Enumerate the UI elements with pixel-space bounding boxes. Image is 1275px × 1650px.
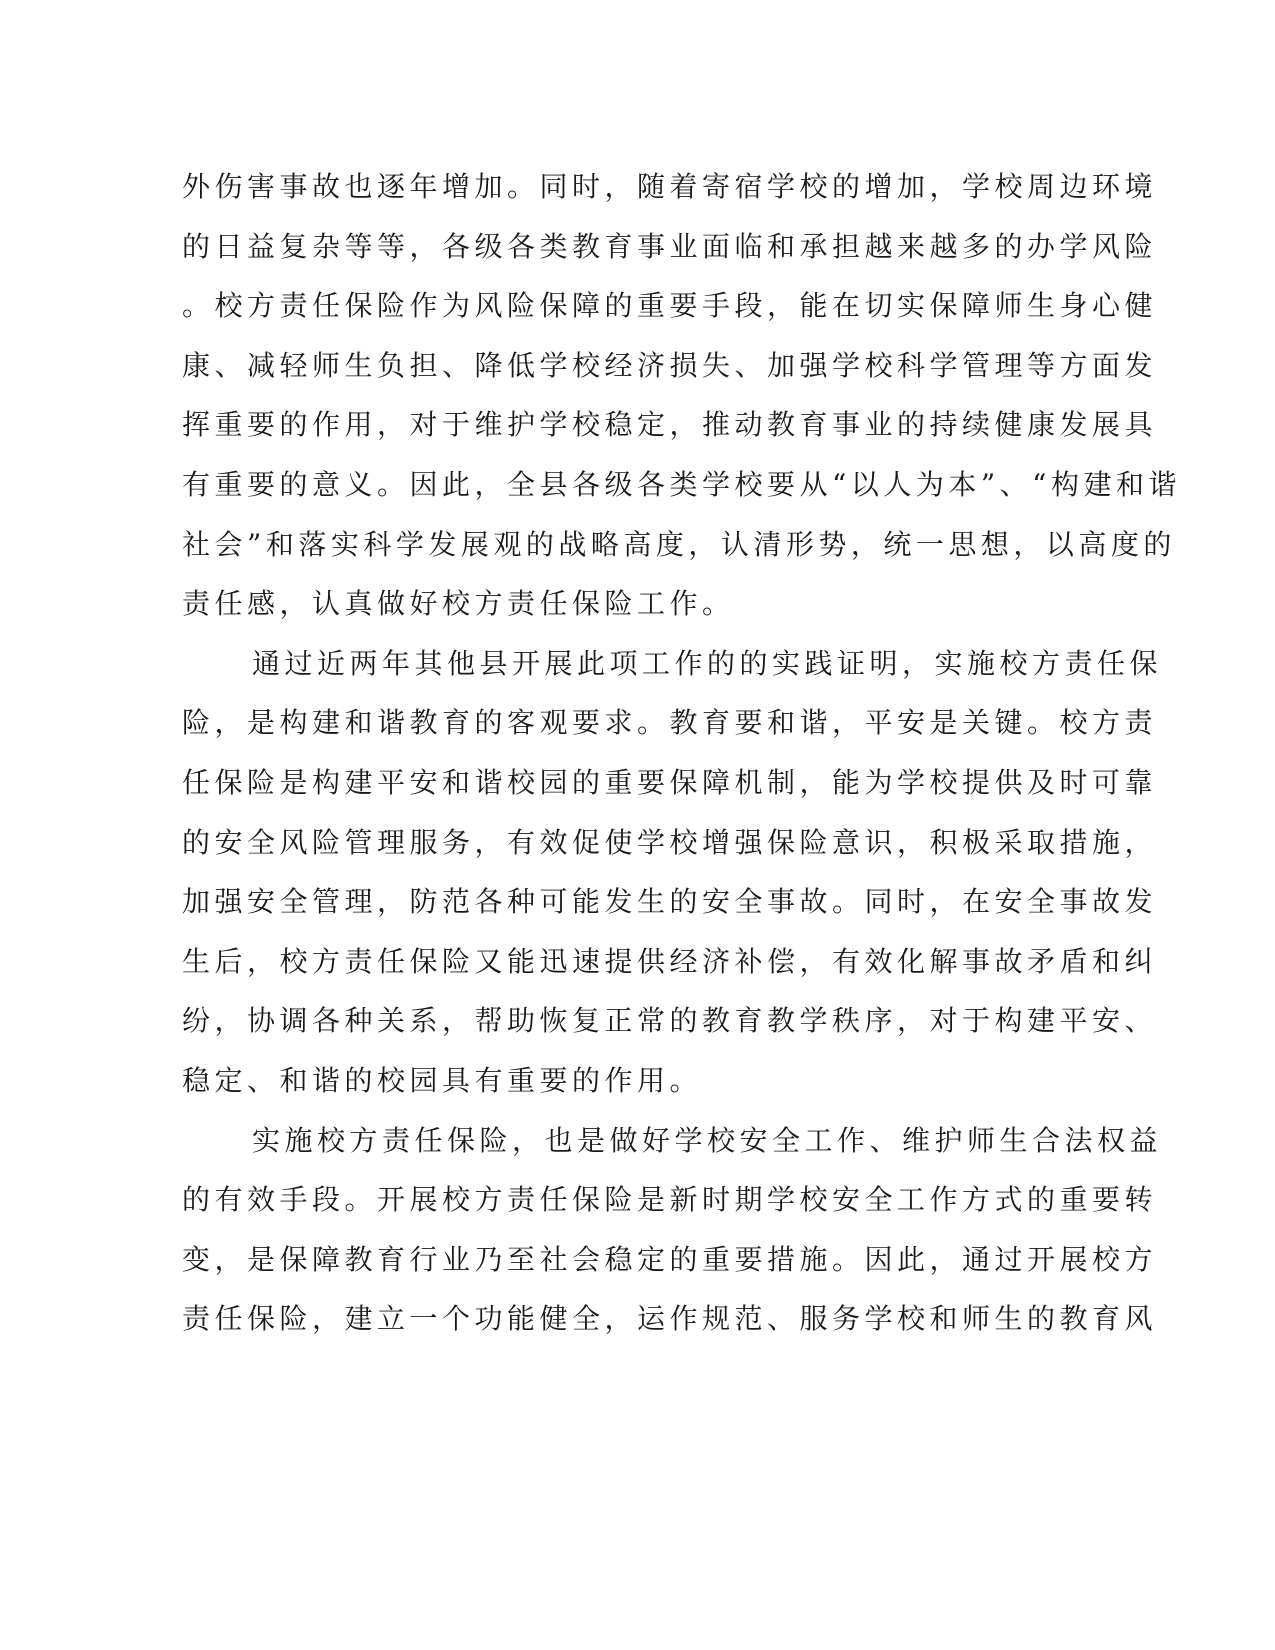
text-line: 生后，校方责任保险又能迅速提供经济补偿，有效化解事故矛盾和纠 [182,944,1158,978]
text-line: 责任感，认真做好校方责任保险工作。 [182,587,735,621]
text-line: 有重要的意义。因此，全县各级各类学校要从“以人为本”、“构建和谐 [182,467,1181,501]
text-line: 的有效手段。开展校方责任保险是新时期学校安全工作方式的重要转 [182,1183,1158,1217]
text-line: 康、减轻师生负担、降低学校经济损失、加强学校科学管理等方面发 [182,348,1158,382]
document-body [182,157,1181,1349]
text-line: 的安全风险管理服务，有效促使学校增强保险意识，积极采取措施， [182,825,1158,859]
text-line: 变，是保障教育行业乃至社会稳定的重要措施。因此，通过开展校方 [182,1242,1158,1276]
text-line: 外伤害事故也逐年增加。同时，随着寄宿学校的增加，学校周边环境 [182,170,1158,203]
text-line: 社会”和落实科学发展观的战略高度，认清形势，统一思想，以高度的 [182,527,1176,561]
text-line: 责任保险，建立一个功能健全，运作规范、服务学校和师生的教育风 [182,1302,1158,1336]
text-line: 稳定、和谐的校园具有重要的作用。 [182,1063,703,1097]
text-line: 。校方责任保险作为风险保障的重要手段，能在切实保障师生身心健 [182,289,1158,323]
text-line: 任保险是构建平安和谐校园的重要保障机制，能为学校提供及时可靠 [182,765,1158,799]
paragraph-first-line: 实施校方责任保险，也是做好学校安全工作、维护师生合法权益 [252,1123,1163,1157]
text-line: 挥重要的作用，对于维护学校稳定，推动教育事业的持续健康发展具 [182,408,1158,442]
text-line: 的日益复杂等等，各级各类教育事业面临和承担越来越多的办学风险 [182,229,1158,263]
text-line: 险，是构建和谐教育的客观要求。教育要和谐，平安是关键。校方责 [182,706,1158,740]
paragraph-first-line: 通过近两年其他县开展此项工作的的实践证明，实施校方责任保 [252,646,1163,680]
text-line: 加强安全管理，防范各种可能发生的安全事故。同时，在安全事故发 [182,885,1158,919]
text-line: 纷，协调各种关系，帮助恢复正常的教育教学秩序，对于构建平安、 [182,1004,1158,1038]
